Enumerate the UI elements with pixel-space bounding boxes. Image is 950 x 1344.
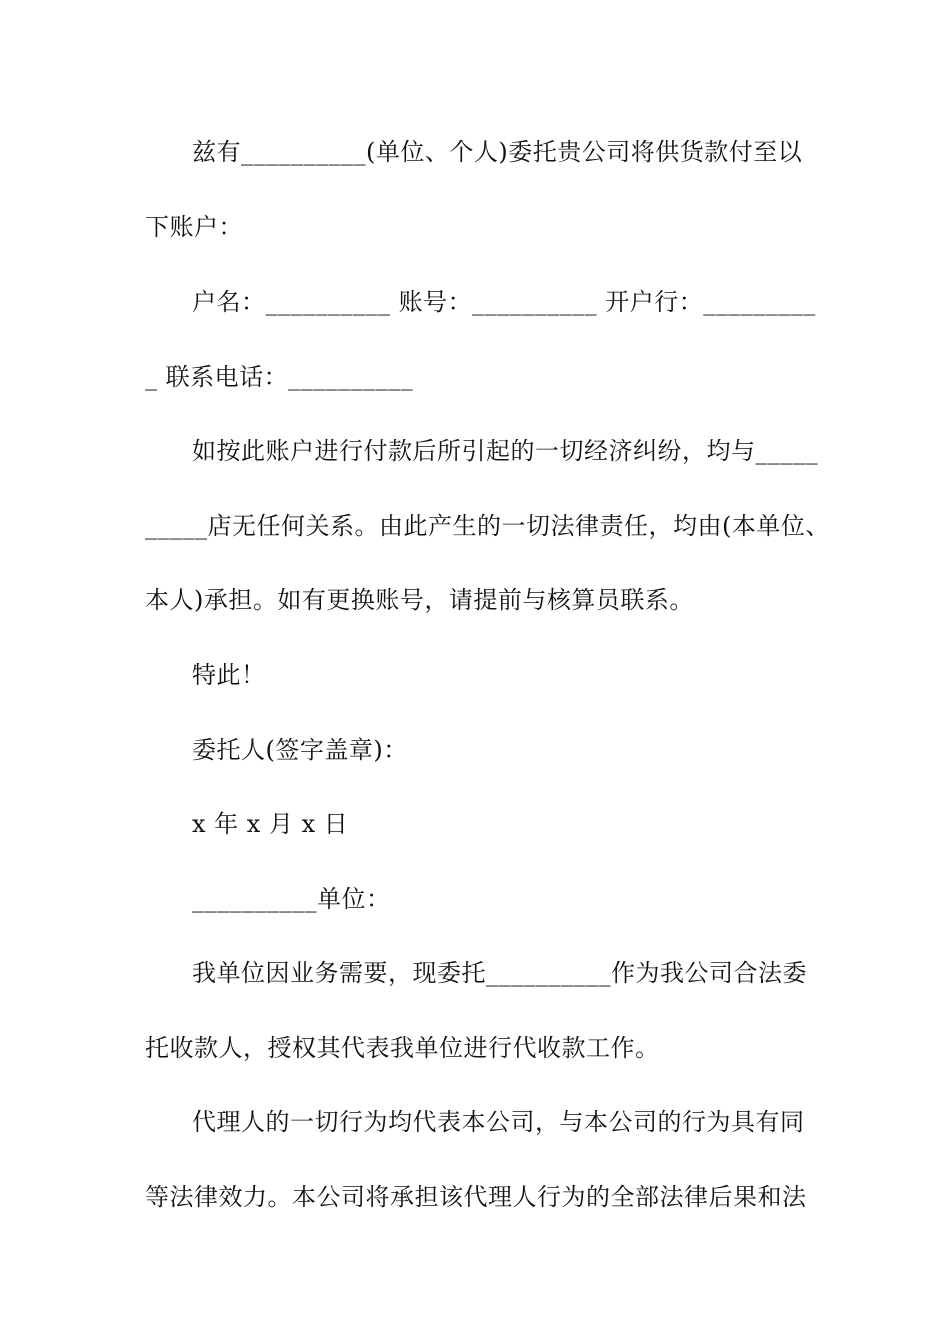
closing-line: 特此！ <box>192 661 266 689</box>
authorization-line-1: 我单位因业务需要，现委托__________作为我公司合法委 <box>192 959 807 987</box>
disclaimer-line-3: 本人)承担。如有更换账号，请提前与核算员联系。 <box>145 586 694 614</box>
disclaimer-line-2: _____店无任何关系。由此产生的一切法律责任，均由(本单位、 <box>145 512 830 540</box>
paragraph-line-1: 兹有__________(单位、个人)委托贵公司将供货款付至以 <box>192 138 803 166</box>
signature-label: 委托人(签字盖章)： <box>192 736 408 764</box>
authorization-line-2: 托收款人，授权其代表我单位进行代收款工作。 <box>145 1034 660 1062</box>
account-info-line-1: 户名：__________ 账号：__________ 开户行：_________ <box>192 288 816 316</box>
agent-line-2: 等法律效力。本公司将承担该代理人行为的全部法律后果和法 <box>145 1183 807 1211</box>
date-line: x 年 x 月 x 日 <box>192 810 349 838</box>
unit-heading: __________单位： <box>192 885 391 913</box>
account-info-line-2: _ 联系电话：__________ <box>145 363 414 391</box>
disclaimer-line-1: 如按此账户进行付款后所引起的一切经济纠纷，均与_____ <box>192 437 818 465</box>
agent-line-1: 代理人的一切行为均代表本公司，与本公司的行为具有同 <box>192 1108 805 1136</box>
paragraph-line-2: 下账户： <box>145 213 243 241</box>
